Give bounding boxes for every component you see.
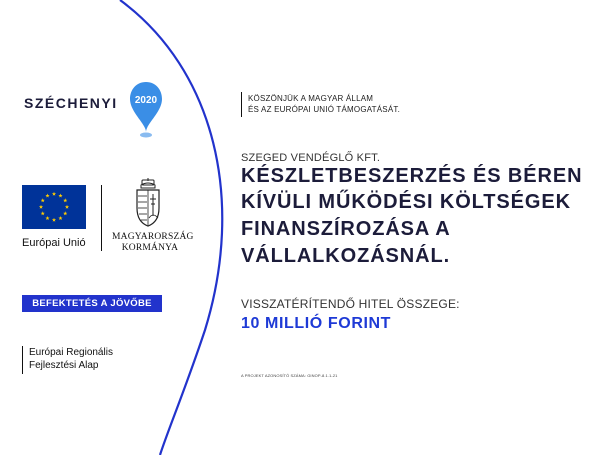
- location-pin-icon: [130, 80, 174, 144]
- eu-flag-icon: [22, 185, 86, 229]
- project-headline-line3: FINANSZÍROZÁSA A: [241, 218, 451, 240]
- project-id: A PROJEKT AZONOSÍTÓ SZÁMA: GINOP-8.1.1-21: [241, 373, 338, 378]
- project-headline-line4: VÁLLALKOZÁSNÁL.: [241, 245, 451, 267]
- loan-amount-label: VISSZATÉRÍTENDŐ HITEL ÖSSZEGE:: [241, 297, 460, 311]
- fund-name-line2: Fejlesztési Alap: [29, 360, 99, 371]
- thanks-divider: [241, 92, 242, 117]
- thanks-line2: ÉS AZ EURÓPAI UNIÓ TÁMOGATÁSÁT.: [248, 105, 401, 114]
- eu-label: Európai Unió: [22, 237, 86, 249]
- government-name-line1: MAGYARORSZÁG: [112, 232, 194, 242]
- project-headline-line1: KÉSZLETBESZERZÉS ÉS BÉREN: [241, 165, 583, 187]
- loan-amount-value: 10 MILLIÓ FORINT: [241, 315, 392, 332]
- invest-in-future-badge: BEFEKTETÉS A JÖVŐBE: [22, 295, 162, 312]
- project-headline-line2: KÍVÜLI MŰKÖDÉSI KÖLTSÉGEK: [241, 191, 571, 213]
- szechenyi-year: 2020: [134, 95, 158, 106]
- thanks-line1: KÖSZÖNJÜK A MAGYAR ÁLLAM: [248, 94, 374, 103]
- fund-divider: [22, 346, 23, 374]
- fund-name-line1: Európai Regionális: [29, 347, 113, 358]
- government-name-line2: KORMÁNYA: [121, 243, 179, 253]
- company-name: SZEGED VENDÉGLŐ KFT.: [241, 152, 381, 164]
- hungarian-coat-of-arms-icon: [133, 178, 163, 228]
- logo-divider: [101, 185, 102, 251]
- szechenyi-wordmark: SZÉCHENYI: [24, 95, 118, 111]
